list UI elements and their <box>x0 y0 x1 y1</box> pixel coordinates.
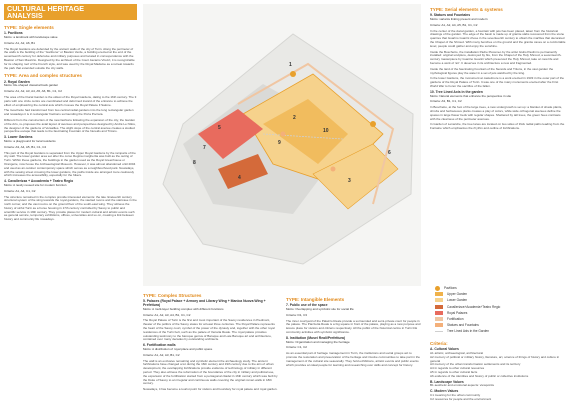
criteria-entry: C1 meaning for the urban community <box>430 392 481 397</box>
item-description: In the center of the ducal garden, a fountain with jets has been placed, taken from the historical drawings of the garden. The edge of the basin is made up of granite slabs recovered from the stone quarries that Guarino Guarini chose in the seventeenth century to obtain the marbles that decorated the Chapel of the Shroud. With many benches on the ground and the granite caves on a comfortable level, people could gather and enjoy the sunshine. <box>430 28 566 48</box>
legend-swatch <box>435 323 443 327</box>
pavilion-marker <box>290 71 296 77</box>
item-motto: Motto: a playground for local residents <box>4 138 56 143</box>
legend-swatch <box>435 317 443 321</box>
item-title-statues: 9. Statues and Fountains <box>430 13 471 18</box>
title-line-1: CULTURAL HERITAGE <box>7 4 85 13</box>
item-criteria: Criteria: C1, C2 <box>286 345 307 350</box>
item-description: As an essential part of heritage management in Turin, the institutions and social groups act to promote the restoration and preservation of the heritage and involve communities to take part in the management of the cultural site seasonally. They hold exhibitions, artistic events and public events which provides an ideal people for learning and researching over skills and concept for history. <box>286 351 420 367</box>
criteria-entry: A5 in regards to other cultural facts <box>430 369 478 374</box>
legend-item <box>435 328 500 334</box>
criteria-a-list <box>430 352 566 379</box>
item-criteria: Criteria: D1, C3 <box>286 312 307 317</box>
map-marker-8: 8 <box>193 160 196 166</box>
title-line-2: ANALYSIS <box>7 11 43 21</box>
fountain-marker <box>331 167 336 172</box>
map-marker-4: 4 <box>238 175 241 181</box>
item-description: Inside the Boschetto, the installation Padre Pioceneo by the artist Giulio Paolini is permanently installed: original sculpture, destroyed by fire, from the Chapel of the Holy Shroud, a seventeenth-century masterpiece by Guarino Guarini which preserved the Holy Shroud, take on new life and become a work of 'art'. It deserves in its architecture a new and fragmented. <box>430 49 562 65</box>
item-title-lower-gardens: 3. Lower Gardens <box>4 135 33 140</box>
item-description: In Garden of Lenandre, the tree lanes are located on two sides of thick radial paths leading from the Fontaine which emphasizes the rhythm and outline of fortifications. <box>430 122 565 131</box>
criteria-entry: C2 resources for people and the environment <box>430 396 492 401</box>
criteria-c-heading: C. Modern Values <box>430 389 459 394</box>
item-criteria: Criteria: A1, A2, A3, A4, B1, C1, C2 <box>143 312 191 317</box>
item-motto: Motto: Organization and managing the heritage <box>286 339 350 344</box>
criteria-entry: B1 aesthetic and emotional aspects: viewpoints <box>430 383 495 388</box>
item-motto: Motto: Natural elements that enhance the perspective in site <box>430 93 512 98</box>
page-title <box>4 4 137 20</box>
map-marker-10: 10 <box>323 128 329 134</box>
criteria-entry: A6 evidence of the identities and history of public or collective institutions <box>430 373 529 378</box>
intangible-column <box>286 294 422 369</box>
criteria-a-heading: A. Cultural Values <box>430 347 459 352</box>
item-title-cavallerizza: 4. Cavallerizza + Accademia + Teatro Regio <box>4 179 74 184</box>
item-description: The inner courtyard of the Palazzo Reale provide a surrounded and semi-private court for people in the palace. The Piazzetta Reale is a big square in front of the palace, playing as a new purpose and leisure place for visitors and citizens respectively. All the public of the historical centre in Turin link community activities with symbolic significance. <box>286 318 421 334</box>
item-criteria: Criteria: A1, A2, A3, A4, A5, A6, B1, C1, C2 <box>4 89 62 94</box>
legend-label: Royal Palaces <box>447 310 468 315</box>
legend-label: Cavallerizza+Academia+Teatro Regio <box>447 304 501 309</box>
item-description: Nowadays, it has become a tourist point for visitors and boundary for royal palace and royal garden. <box>143 387 278 392</box>
item-criteria: Criteria: A3, B1, C1, C2 <box>430 99 462 104</box>
legend-swatch <box>435 298 443 302</box>
item-criteria: Criteria: A1, A4, C1, C2 <box>4 188 36 193</box>
item-description: The Royal Gardens are defended by the ancient walls of the city of Turin. Along the perimeter of the walls is the building of the "Garittone" or Bastion Verde, a building erected at the end of the seventeenth century for defensive and military purposes and located in correspondence with the Bastion of San Maurizio. Designed by the architect of the Court Ascanio Vitozzi, it is recognizable for its shaping roof of the French style, and was used by the Royal Madame as a retreat towards the park that extended outside the city walls. <box>4 46 135 70</box>
item-criteria: Criteria: A1, A2, A4, A5, B1, C1, C2 <box>430 22 478 27</box>
legend-label: Lower Garden <box>447 298 468 303</box>
legend-label: Pavilions <box>444 286 457 291</box>
legend-label: Upper Garden <box>447 292 468 297</box>
section-heading-serial: TYPE: Serial elements & systems <box>430 7 503 12</box>
item-motto: Motto: A multi-layer building complex with different functions <box>143 306 224 311</box>
item-description: Inside the land of the fascinating Fountain of the Nereids and Tritons, in the vast garden the mythological figures play the water in a set of jets watched by the king. <box>430 66 554 75</box>
map-legend <box>435 285 500 335</box>
map-marker-6: 6 <box>388 150 391 156</box>
map-marker-2: 2 <box>293 115 296 121</box>
legend-swatch <box>435 305 443 309</box>
left-column <box>4 22 137 224</box>
legend-label: Fortification <box>447 317 464 322</box>
complex-structures-column <box>143 290 279 394</box>
legend-label: Statues and Fountains <box>447 323 479 328</box>
item-description: This part of the Royal Gardens is separated from the Upper Royal Gardens by the ramparts of the city wall. The lower garden area set after the corso Regina margherita was built as the outing of Turin. Within these gardens, the buildings in the garden used as the Royal Greenhouse or Orangerie, now house the Archaeological Museum. However, it was almost abandoned until 2004 and used as an outdoor contemporary space which serves as a neighbourhood park. Nowadays, with the sewing street crossing the lower gardens, the paths inside are arranged more cautiously which increases the accessibility, especially for the hikers. <box>4 150 136 178</box>
section-heading-single: TYPE: Single elements <box>4 25 54 30</box>
map-marker-5: 5 <box>218 125 221 131</box>
item-title-institution: 8. Institution (Musei Reali/Prefettura) <box>286 335 345 340</box>
item-motto: Motto: A newly reused site for modern function <box>4 182 67 187</box>
legend-swatch <box>435 311 443 315</box>
item-criteria: Criteria: A1, A2, A6, B1 <box>4 40 35 45</box>
legend-swatch <box>435 331 443 332</box>
item-description: The structure remained in the complex provide interested elements: the late nineteenth century structural system of the wing towards the royal gardens, the vaulted rooms and the staircase in the north corner, and the vast rooms on the ground floor of the south-east wing. They witness the history of sinful Turin as a horse housing in 17th century controlled by Savoy to public and scientific service in 19th century. They provide places for modern cultural and artistic events such as general service, temporary exhibitions, offices, universities and so on, creating a link between history and community life nowadays. <box>4 194 137 222</box>
section-heading-area: TYPE: Area and complex structures <box>4 73 82 79</box>
criteria-column <box>430 338 566 402</box>
item-description: The area of the Ducal Garden is the oldest of the Royal Gardens, dating to the 16th century. The 3 parts with one circle centre are coordinated and deformed inward of the entrance to achieve the effect of emphasizing the central axis which crosses the Royal Palace Il Salone. <box>4 94 137 107</box>
section-heading-complex: TYPE: Complex Structures <box>143 293 202 298</box>
legend-swatch <box>435 292 443 296</box>
item-description: The Goschetto had transformed from two central radial gardens into the long rectangular garden and nowadays it is in rectangular fractions surrounding the Porta Pocrara. <box>4 108 134 117</box>
item-criteria: Criteria: A1, A2, A3, B1, C2 <box>143 352 180 357</box>
criteria-entry: A2 memory of political or military history, literature, art, science of things of history and culture in general <box>430 354 560 363</box>
map-marker-7: 7 <box>203 145 206 151</box>
pavilion-marker <box>370 121 376 127</box>
criteria-entry: A1 artistic, archaeological, architectural <box>430 351 484 355</box>
criteria-c-list <box>430 394 566 402</box>
map-marker-3: 3 <box>348 178 351 184</box>
right-column <box>430 4 566 133</box>
item-title-tree-axis: 10. Tree Lined Axis in the garden <box>430 89 483 94</box>
item-title-palaces: 5. Palaces (Royal Palace + Armory and Library Wing + Manica Nuova Wing + Prefettura) <box>143 299 266 307</box>
item-title-royal-garden: 2. Royal Garden <box>4 79 30 84</box>
item-description: In Boschetto, at the foot of the large trees, a new undergrowth is set up: a blanket of shade plants, shrubs and herbaceous plants creates a play of colors, while wide orthogonal avenues define the spaces in large flower beds with regular shapes. Sheltered by tall trees, the green hues contrasts with the clearness of the perimeter avenues. <box>430 105 563 121</box>
site-map <box>143 4 421 286</box>
item-description: In the lower Gardens, the monument at castelmore is a work erected in 1933 in the outer part of the gardens of the Royal Palace of Turin. It was one of the many monuments erected after the First World War to honor the sacrifice of the fallen. <box>430 76 564 88</box>
legend-label: Tree Lined Axis in the Garden <box>447 329 490 334</box>
fountain-marker <box>281 132 286 137</box>
map-marker-9: 9 <box>278 140 281 146</box>
section-heading-intangible: TYPE: Intangible Elements <box>286 297 345 302</box>
item-description: Different from the construction of the new fashions following the expansion of the city, the Garden of the Arts, re-proposes the axial layout of avenues and perspectives designed by André Le Nôtre, the designer of the gardens of Versailles. The slight slope of the central avenue creates a studied perspective escape that leads to the fascinating Fountain of the Nereids and Tritons. <box>4 117 136 134</box>
item-description: The Royal Palace of Turin is the first and most important of the Savoy residences in Piedmont, theater of the politics of the Savoy states for at least three centuries. The Royal Palace represents the heart of the Savoy court, symbol of the power of the dynasty and, together with the other royal residences of the Turin belt, such as the palace of Venaria Reale. The royal palace provides outstanding testimony to the baroque genius of Baroque and Late Baroque art and architecture, contained over many decades by outstanding architects. <box>143 318 275 342</box>
item-motto: Motto: a landmark with landscape value <box>4 35 58 39</box>
map-marker-1: 1 <box>289 62 292 68</box>
item-title-fortification: 6. Fortification walls <box>143 343 176 348</box>
criteria-b-heading: B. Landscape Values <box>430 379 464 384</box>
item-motto: Motto: variants linking present and modern <box>430 17 488 21</box>
criteria-heading: Criteria: <box>430 341 448 346</box>
legend-swatch <box>435 286 440 291</box>
map-graphic <box>143 4 421 286</box>
item-motto: Motto: A distribution of royal place and public space <box>143 346 213 351</box>
item-title-pavilions: 1. Pavilions <box>4 31 23 36</box>
item-description: The wall is an exclusive remaining and symbolic element the archaeology study. The ancient fortifications have changed a lot during the 16th century and 19th century due to the aim of urban development, the overlapping fortifications provide evidence of technology of military in different period. They also witness the reformation of the boundaries of the city in military and political use, the expansion of the fortification started from a pentagonal citadel in 16th century which was built by the Duke of Savoy to an irregular and continuous walls covering the original roman walls in 18th century. <box>143 358 278 386</box>
criteria-b-list <box>430 384 566 388</box>
item-motto: Motto: Overlapping and symbolic site for social life <box>286 307 354 311</box>
item-title-public-use: 7. Public use of the space <box>286 303 328 308</box>
criteria-entry: A3 memory of the urban transformation settlements and its territory <box>430 362 521 367</box>
item-criteria: Criteria: A3, A4, A5, B1, C1, C2 <box>4 144 47 149</box>
criteria-entry: A4 in regards to other cultural resources <box>430 366 485 371</box>
item-motto: Motto: Re-shaped classical back garden <box>4 83 59 88</box>
